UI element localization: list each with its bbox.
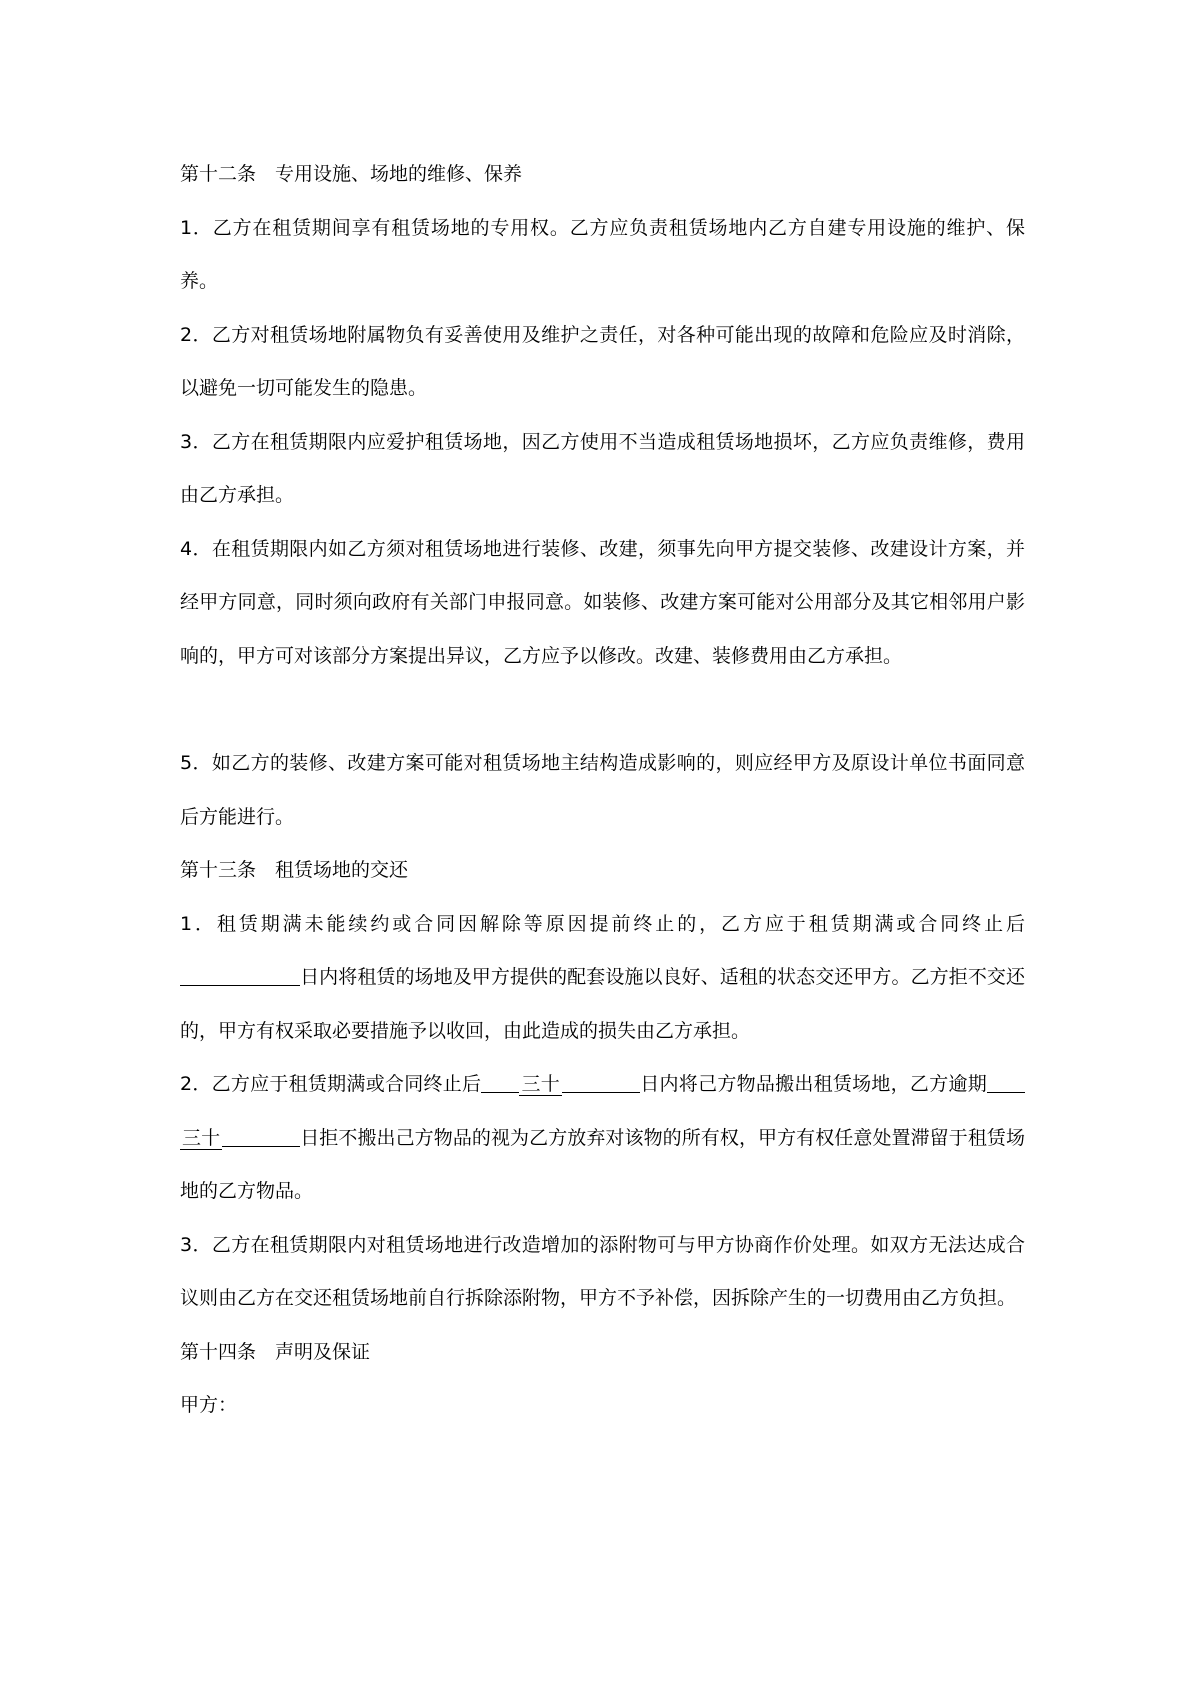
blank-days-field	[180, 966, 300, 986]
document-page	[180, 148, 1025, 1433]
blank-underline	[481, 1073, 519, 1093]
article-13-item-3: 3．乙方在租赁期限内对租赁场地进行改造增加的添附物可与甲方协商作价处理。如双方无法达成合议则由乙方在交还租赁场地前自行拆除添附物，甲方不予补偿，因拆除产生的一切费用由乙方负担。	[180, 1233, 1025, 1309]
blank-underline	[222, 1127, 300, 1147]
article-13-item-2-text-a: 2．乙方应于租赁期满或合同终止后	[180, 1073, 482, 1095]
party-a-label: 甲方：	[180, 1394, 238, 1416]
filled-days-value-1: 三十	[521, 1073, 561, 1095]
article-12-item-5: 5．如乙方的装修、改建方案可能对租赁场地主结构造成影响的，则应经甲方及原设计单位书面同意后方能进行。	[180, 752, 1025, 828]
article-12-item-3: 3．乙方在租赁期限内应爱护租赁场地，因乙方使用不当造成租赁场地损坏，乙方应负责维修，费用由乙方承担。	[180, 430, 1025, 506]
article-13-heading: 第十三条 租赁场地的交还	[180, 859, 409, 881]
filled-days-value-2: 三十	[182, 1126, 221, 1149]
article-12-item-2: 2．乙方对租赁场地附属物负有妥善使用及维护之责任，对各种可能出现的故障和危险应及时消除，以避免一切可能发生的隐患。	[180, 323, 1025, 399]
paragraph-spacer	[180, 683, 1025, 737]
article-12-item-4: 4．在租赁期限内如乙方须对租赁场地进行装修、改建，须事先向甲方提交装修、改建设计方案，并经甲方同意，同时须向政府有关部门申报同意。如装修、改建方案可能对公用部分及其它相邻用户影响的，甲方可对该部分方案提出异议，乙方应予以修改。改建、装修费用由乙方承担。	[180, 537, 1025, 667]
article-13-item-2-text-c: 日拒不搬出己方物品的视为乙方放弃对该物的所有权，甲方有权任意处置滞留于租赁场地的乙方物品。	[180, 1126, 1025, 1202]
article-14-heading: 第十四条 声明及保证	[180, 1340, 371, 1363]
blank-underline	[562, 1073, 640, 1093]
article-13-item-1-text-b: 日内将租赁的场地及甲方提供的配套设施以良好、适租的状态交还甲方。乙方拒不交还的，甲方有权采取必要措施予以收回，由此造成的损失由乙方承担。	[180, 966, 1025, 1042]
article-12-item-1: 1．乙方在租赁期间享有租赁场地的专用权。乙方应负责租赁场地内乙方自建专用设施的维护、保养。	[180, 216, 1025, 292]
article-13-item-2	[180, 1058, 1025, 1219]
blank-underline	[987, 1073, 1025, 1093]
article-13-item-1	[180, 898, 1025, 1059]
article-12-heading: 第十二条 专用设施、场地的维修、保养	[180, 163, 523, 185]
article-13-item-1-text-a: 1．租赁期满未能续约或合同因解除等原因提前终止的，乙方应于租赁期满或合同终止后	[180, 912, 1025, 935]
article-13-item-2-text-b: 日内将己方物品搬出租赁场地，乙方逾期	[640, 1073, 987, 1095]
